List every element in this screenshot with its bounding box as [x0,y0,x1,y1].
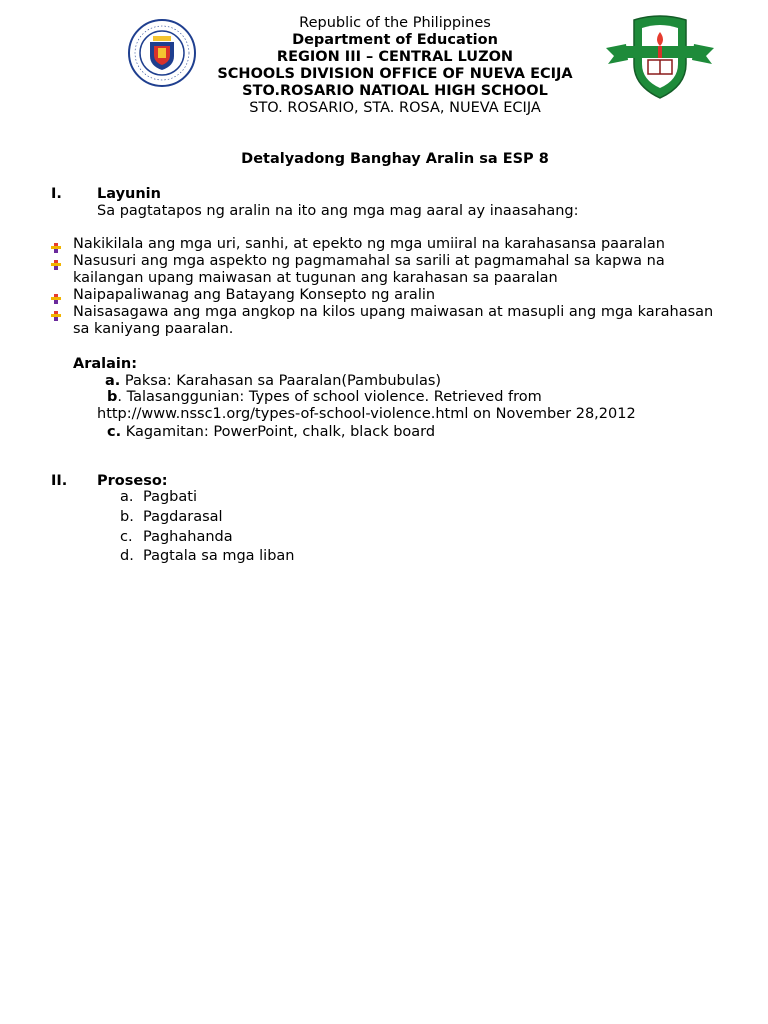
proseso-item-label: c. [120,529,133,545]
bullet-icon [51,258,61,268]
header-republic: Republic of the Philippines [299,15,491,31]
objective-item: Naisasagawa ang mga angkop na kilos upang maiwasan at masupli ang mga karahasan [73,304,714,320]
bullet-icon [51,241,61,251]
objective-item-continued: sa kaniyang paaralan. [73,321,234,337]
aralain-item-b [107,389,542,405]
proseso-item-label: d. [120,548,134,564]
bullet-icon [51,309,61,319]
aralain-a-text: Paksa: Karahasan sa Paaralan(Pambubulas) [120,373,442,389]
proseso-item-text: Pagdarasal [143,509,223,525]
section-2-numeral: II. [51,473,68,489]
aralain-b-url: http://www.nssc1.org/types-of-school-violence.html on November 28,2012 [97,406,636,422]
aralain-a-label: a. [105,373,121,389]
aralain-c-text: Kagamitan: PowerPoint, chalk, black board [121,424,436,440]
objective-item: Nasusuri ang mga aspekto ng pagmamahal sa sarili at pagmamahal sa kapwa na [73,253,665,269]
section-2-heading: Proseso: [97,473,168,489]
letterhead [150,15,640,117]
aralain-b-label: b [107,389,118,405]
aralain-heading: Aralain: [73,356,138,372]
header-department: Department of Education [292,32,498,48]
proseso-item-text: Pagbati [143,489,197,505]
header-division: SCHOOLS DIVISION OFFICE OF NUEVA ECIJA [217,66,573,82]
proseso-item-text: Pagtala sa mga liban [143,548,295,564]
aralain-item-c [107,424,435,440]
header-region: REGION III – CENTRAL LUZON [276,49,514,65]
objective-item: Nakikilala ang mga uri, sanhi, at epekto ng mga umiiral na karahasansa paaralan [73,236,665,252]
document-title: Detalyadong Banghay Aralin sa ESP 8 [241,151,549,167]
section-1-numeral: I. [51,186,62,202]
aralain-b-text: . Talasanggunian: Types of school violence. Retrieved from [117,389,542,405]
aralain-c-label: c. [107,424,122,440]
aralain-item-a [105,373,441,389]
bullet-icon [51,292,61,302]
objective-item-continued: kailangan upang maiwasan at tugunan ang karahasan sa paaralan [73,270,558,286]
section-1-intro: Sa pagtatapos ng aralin na ito ang mga mag aaral ay inaasahang: [97,203,579,219]
proseso-item-label: b. [120,509,134,525]
objective-item: Naipapaliwanag ang Batayang Konsepto ng aralin [73,287,436,303]
header-address: STO. ROSARIO, STA. ROSA, NUEVA ECIJA [249,100,541,116]
proseso-item-text: Paghahanda [143,529,233,545]
proseso-item-label: a. [120,489,134,505]
section-1-heading: Layunin [97,186,161,202]
header-school: STO.ROSARIO NATIOAL HIGH SCHOOL [242,83,548,99]
